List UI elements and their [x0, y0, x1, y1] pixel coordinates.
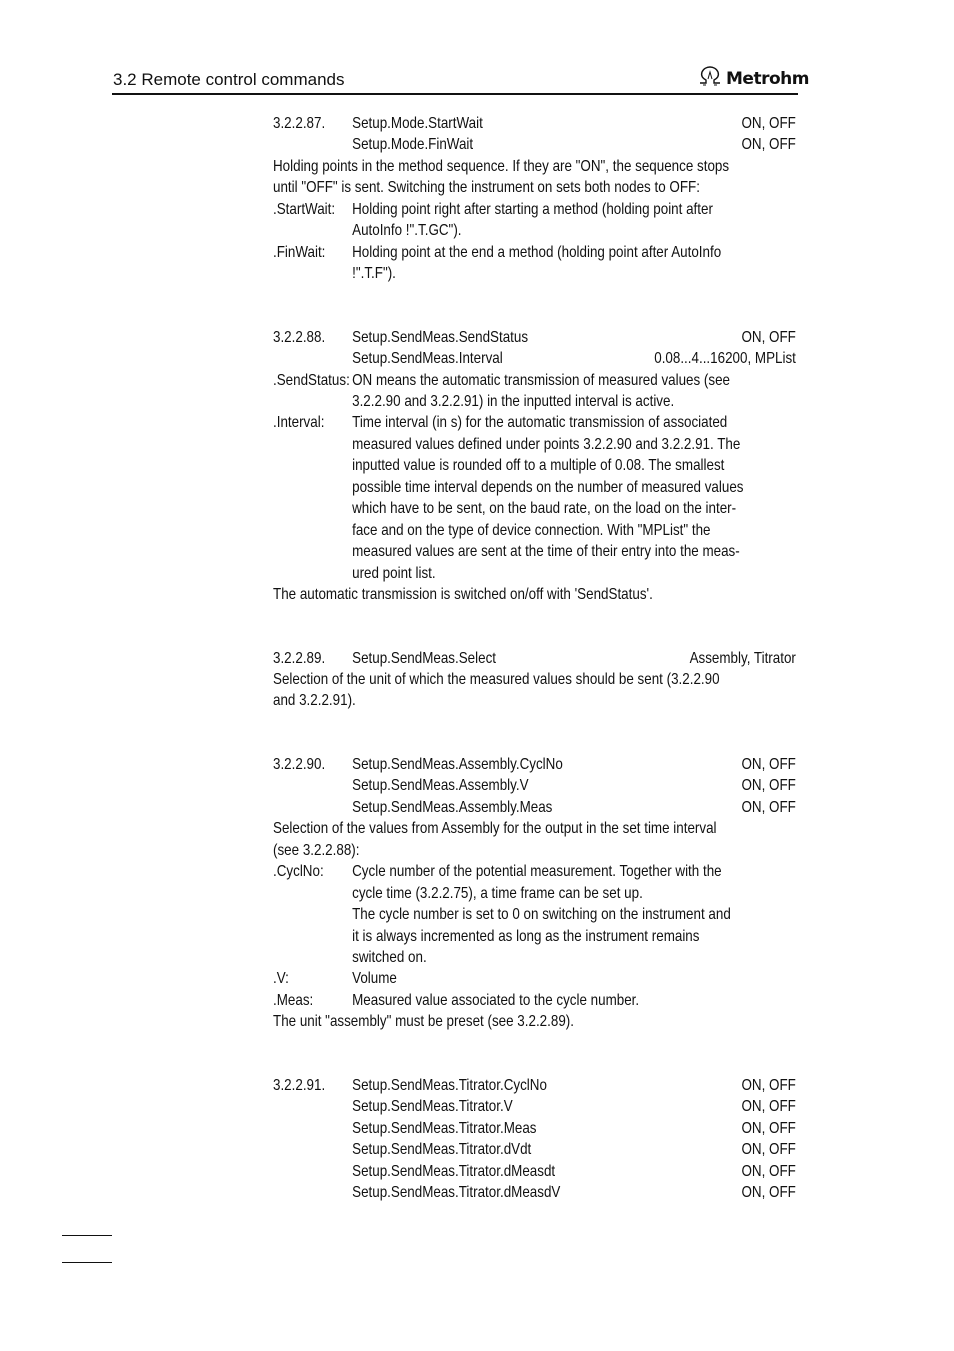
- definition-text: cycle time (3.2.2.75), a time frame can be set up.: [352, 884, 643, 902]
- definition-term: .CyclNo:: [273, 863, 324, 881]
- section-number-blank: [273, 348, 352, 369]
- command-values: ON, OFF: [741, 1141, 796, 1159]
- intro-line: until "OFF" is sent. Switching the instrument on sets both nodes to OFF:: [273, 179, 700, 197]
- command-name: Setup.SendMeas.Titrator.dVdt: [352, 1141, 532, 1159]
- section-spacer: [273, 712, 796, 754]
- section-number-blank: [273, 1161, 352, 1182]
- definition-line: [273, 412, 796, 433]
- command-row: [273, 1182, 796, 1203]
- section-number-blank: [273, 797, 352, 818]
- command-row: [273, 348, 796, 369]
- command-name: Setup.SendMeas.Titrator.Meas: [352, 1119, 537, 1137]
- section-number-blank: [273, 134, 352, 155]
- definition-text: it is always incremented as long as the instrument remains: [352, 927, 700, 945]
- definition-line: [273, 455, 796, 476]
- command-values: Assembly, Titrator: [689, 649, 796, 667]
- command-values: ON, OFF: [741, 136, 796, 154]
- definition-text: face and on the type of device connection. With "MPList" the: [352, 521, 711, 539]
- definition-term-blank: [273, 455, 352, 476]
- section-number: 3.2.2.88.: [273, 328, 326, 346]
- section-3-2-2-88: [273, 327, 796, 606]
- omega-logo-icon: [697, 66, 723, 91]
- command-row: [273, 113, 796, 134]
- outro-line: The unit "assembly" must be preset (see 3.2.2.89).: [273, 1013, 574, 1031]
- definition-term-blank: [273, 541, 352, 562]
- definition-text: AutoInfo !".T.GC").: [352, 222, 462, 240]
- definition-term-blank: [273, 904, 352, 925]
- command-name: Setup.SendMeas.Titrator.dMeasdt: [352, 1162, 556, 1180]
- command-name: Setup.Mode.FinWait: [352, 136, 474, 154]
- command-name: Setup.Mode.StartWait: [352, 115, 483, 132]
- definition-line: [273, 477, 796, 498]
- document-content: [273, 113, 796, 1203]
- definition-text: 3.2.2.90 and 3.2.2.91) in the inputted interval is active.: [352, 392, 675, 410]
- intro-line: Selection of the unit of which the measured values should be sent (3.2.2.90: [273, 670, 720, 688]
- definition-line: [273, 220, 796, 241]
- definition-line: [273, 541, 796, 562]
- definition-term-blank: [273, 520, 352, 541]
- definition-line: [273, 434, 796, 455]
- command-row: [273, 775, 796, 796]
- header-rule: [112, 93, 798, 95]
- definition-term-blank: [273, 883, 352, 904]
- section-3-2-2-89: [273, 648, 796, 712]
- header-section-title: 3.2 Remote control commands: [113, 70, 345, 89]
- section-3-2-2-91: [273, 1075, 796, 1204]
- command-row: [273, 754, 796, 775]
- definition-line: [273, 520, 796, 541]
- definition-term-blank: [273, 563, 352, 584]
- command-values: ON, OFF: [741, 755, 796, 773]
- command-values: ON, OFF: [741, 328, 796, 346]
- command-values: ON, OFF: [741, 1119, 796, 1137]
- command-values: ON, OFF: [741, 1184, 796, 1202]
- definition-term-blank: [273, 220, 352, 241]
- definition-line: [273, 242, 796, 263]
- command-row: [273, 797, 796, 818]
- outro-line: The automatic transmission is switched on/off with 'SendStatus'.: [273, 586, 653, 604]
- intro-line: (see 3.2.2.88):: [273, 841, 360, 859]
- definition-line: [273, 263, 796, 284]
- section-number-blank: [273, 1139, 352, 1160]
- section-spacer: [273, 1033, 796, 1075]
- command-values: ON, OFF: [741, 1162, 796, 1180]
- definition-text: possible time interval depends on the number of measured values: [352, 478, 744, 496]
- definition-term: .V:: [273, 970, 289, 988]
- section-number-blank: [273, 1118, 352, 1139]
- command-row: [273, 1118, 796, 1139]
- definition-line: [273, 498, 796, 519]
- definition-line: [273, 370, 796, 391]
- command-row: [273, 327, 796, 348]
- section-spacer: [273, 606, 796, 648]
- definition-text: which have to be sent, on the baud rate, on the load on the inter-: [352, 500, 737, 518]
- definition-term: .Meas:: [273, 991, 314, 1009]
- section-number: 3.2.2.89.: [273, 649, 326, 667]
- section-3-2-2-87: [273, 113, 796, 285]
- command-name: Setup.SendMeas.Select: [352, 649, 497, 667]
- definition-text: The cycle number is set to 0 on switching on the instrument and: [352, 906, 731, 924]
- command-name: Setup.SendMeas.Titrator.CyclNo: [352, 1076, 547, 1094]
- footer-rule-top: [62, 1235, 112, 1236]
- definition-line: [273, 904, 796, 925]
- definition-line: [273, 990, 796, 1011]
- definition-term: .StartWait:: [273, 200, 336, 218]
- definition-text: !".T.F").: [352, 265, 396, 283]
- command-row: [273, 1139, 796, 1160]
- logo-text: Metrohm: [726, 68, 809, 89]
- definition-line: [273, 861, 796, 882]
- command-name: Setup.SendMeas.Assembly.Meas: [352, 798, 553, 816]
- command-values: ON, OFF: [741, 798, 796, 816]
- section-number-blank: [273, 775, 352, 796]
- command-row: [273, 1096, 796, 1117]
- content-body: [273, 113, 796, 1203]
- definition-text: measured values defined under points 3.2.2.90 and 3.2.2.91. The: [352, 435, 741, 453]
- command-row: [273, 1161, 796, 1182]
- definition-line: [273, 563, 796, 584]
- definition-line: [273, 926, 796, 947]
- section-spacer: [273, 285, 796, 327]
- definition-term-blank: [273, 926, 352, 947]
- definition-text: ured point list.: [352, 564, 436, 582]
- definition-line: [273, 199, 796, 220]
- intro-line: and 3.2.2.91).: [273, 692, 356, 710]
- command-name: Setup.SendMeas.Interval: [352, 350, 503, 368]
- definition-text: Holding point right after starting a method (holding point after: [352, 200, 713, 218]
- definition-term-blank: [273, 477, 352, 498]
- command-values: ON, OFF: [741, 777, 796, 795]
- section-number: 3.2.2.87.: [273, 115, 326, 132]
- definition-term-blank: [273, 498, 352, 519]
- definition-text: Holding point at the end a method (holding point after AutoInfo: [352, 243, 722, 261]
- command-values: ON, OFF: [741, 1098, 796, 1116]
- definition-text: Volume: [352, 970, 397, 988]
- definition-term-blank: [273, 263, 352, 284]
- definition-line: [273, 968, 796, 989]
- command-name: Setup.SendMeas.Assembly.V: [352, 777, 529, 795]
- definition-text: switched on.: [352, 948, 427, 966]
- definition-term: .Interval:: [273, 414, 325, 432]
- command-row: [273, 1075, 796, 1096]
- command-row: [273, 648, 796, 669]
- definition-term-blank: [273, 434, 352, 455]
- section-number-blank: [273, 1182, 352, 1203]
- section-number: 3.2.2.91.: [273, 1076, 326, 1094]
- definition-line: [273, 883, 796, 904]
- definition-line: [273, 947, 796, 968]
- intro-line: Holding points in the method sequence. If they are "ON", the sequence stops: [273, 157, 730, 175]
- footer-rule-bottom: [62, 1262, 112, 1263]
- command-row: [273, 134, 796, 155]
- command-name: Setup.SendMeas.Titrator.V: [352, 1098, 513, 1116]
- definition-term-blank: [273, 947, 352, 968]
- section-3-2-2-90: [273, 754, 796, 1033]
- definition-term: .SendStatus:: [273, 371, 350, 389]
- command-name: Setup.SendMeas.Titrator.dMeasdV: [352, 1184, 561, 1202]
- command-name: Setup.SendMeas.Assembly.CyclNo: [352, 755, 563, 773]
- definition-text: ON means the automatic transmission of measured values (see: [352, 371, 731, 389]
- intro-line: Selection of the values from Assembly for the output in the set time interval: [273, 820, 717, 838]
- definition-line: [273, 391, 796, 412]
- command-values: ON, OFF: [741, 1076, 796, 1094]
- command-name: Setup.SendMeas.SendStatus: [352, 328, 529, 346]
- section-number-blank: [273, 1096, 352, 1117]
- command-values: ON, OFF: [741, 115, 796, 132]
- section-number: 3.2.2.90.: [273, 755, 326, 773]
- command-values: 0.08...4...16200, MPList: [654, 350, 796, 368]
- metrohm-logo: [697, 66, 809, 91]
- definition-text: Cycle number of the potential measurement. Together with the: [352, 863, 722, 881]
- definition-text: Time interval (in s) for the automatic transmission of associated: [352, 414, 728, 432]
- definition-text: inputted value is rounded off to a multiple of 0.08. The smallest: [352, 457, 725, 475]
- definition-text: Measured value associated to the cycle number.: [352, 991, 640, 1009]
- definition-text: measured values are sent at the time of their entry into the meas-: [352, 543, 740, 561]
- definition-term: .FinWait:: [273, 243, 326, 261]
- definition-term-blank: [273, 391, 352, 412]
